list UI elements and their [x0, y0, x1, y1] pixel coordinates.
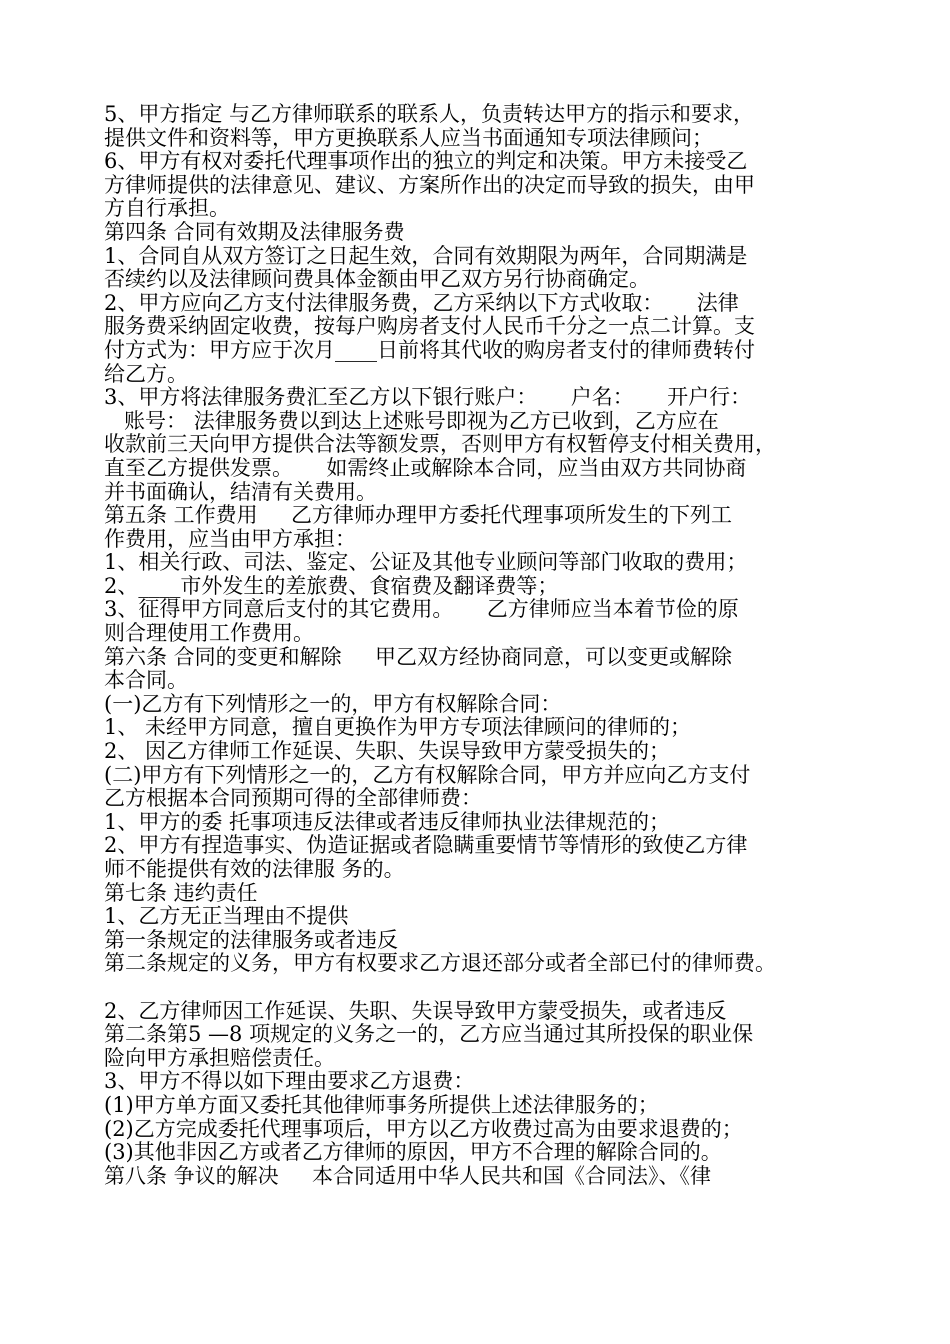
text-line: 1、 未经甲方同意，擅自更换作为甲方专项法律顾问的律师的； — [104, 715, 692, 740]
text-line: 本合同。 — [104, 668, 188, 693]
text-line: 1、乙方无正当理由不提供 — [104, 904, 349, 929]
text-line: 否续约以及法律顾问费具体金额由甲乙双方另行协商确定。 — [104, 267, 650, 292]
text-line: 险向甲方承担赔偿责任。 — [104, 1045, 335, 1070]
text-line: 第六条 合同的变更和解除 甲乙双方经协商同意，可以变更或解除 — [104, 644, 733, 669]
text-line: 第五条 工作费用 乙方律师办理甲方委托代理事项所发生的下列工 — [104, 503, 733, 528]
text-line: 提供文件和资料等，甲方更换联系人应当书面通知专项法律顾问； — [104, 125, 713, 150]
text-line: 3、甲方将法律服务费汇至乙方以下银行账户： 户名： 开户行： — [104, 385, 752, 410]
text-line: 师不能提供有效的法律服 务的。 — [104, 857, 405, 881]
text-line: 付方式为：甲方应于次月____日前将其代收的购房者支付的律师费转付 — [104, 337, 755, 362]
text-line: 则合理使用工作费用。 — [104, 621, 314, 646]
text-line: 2、 因乙方律师工作延误、失职、失误导致甲方蒙受损失的； — [104, 739, 671, 764]
text-line: 1、甲方的委 托事项违反法律或者违反律师执业法律规范的； — [104, 809, 671, 834]
contract-text-body — [104, 103, 884, 1188]
text-line: 3、征得甲方同意后支付的其它费用。 乙方律师应当本着节俭的原 — [104, 597, 739, 622]
text-line: 1、合同自从双方签订之日起生效，合同有效期限为两年，合同期满是 — [104, 243, 748, 268]
text-line: 2、甲方有捏造事实、伪造证据或者隐瞒重要情节等情形的致使乙方律 — [104, 833, 748, 858]
text-line: 第八条 争议的解决 本合同适用中华人民共和国《合同法》、《律 — [104, 1163, 712, 1188]
text-line: 2、____市外发生的差旅费、食宿费及翻译费等； — [104, 573, 559, 598]
text-line: (一)乙方有下列情形之一的，甲方有权解除合同： — [104, 691, 562, 716]
text-line: 第二条规定的义务，甲方有权要求乙方退还部分或者全部已付的律师费。 — [104, 951, 776, 976]
text-line: 6、甲方有权对委托代理事项作出的独立的判定和决策。甲方未接受乙 — [104, 149, 748, 174]
text-line: 并书面确认，结清有关费用。 — [104, 479, 377, 504]
text-line — [104, 976, 884, 1000]
text-line: 账号： 法律服务费以到达上述账号即视为乙方已收到，乙方应在 — [104, 408, 719, 433]
text-line: 方律师提供的法律意见、建议、方案所作出的决定而导致的损失，由甲 — [104, 172, 755, 197]
text-line: 2、甲方应向乙方支付法律服务费，乙方采纳以下方式收取： 法律 — [104, 290, 739, 315]
text-line: 第二条第5 —8 项规定的义务之一的，乙方应当通过其所投保的职业保 — [104, 1022, 754, 1047]
text-line: (2)乙方完成委托代理事项后，甲方以乙方收费过高为由要求退费的； — [104, 1116, 743, 1141]
text-line: 第一条规定的法律服务或者违反 — [104, 927, 398, 952]
text-line: 方自行承担。 — [104, 196, 230, 221]
text-line: 3、甲方不得以如下理由要求乙方退费： — [104, 1069, 475, 1094]
text-line: (1)甲方单方面又委托其他律师事务所提供上述法律服务的； — [104, 1092, 659, 1117]
text-line: 2、乙方律师因工作延误、失职、失误导致甲方蒙受损失，或者违反 — [104, 998, 727, 1023]
text-line: 作费用，应当由甲方承担： — [104, 526, 356, 551]
text-line: 收款前三天向甲方提供合法等额发票，否则甲方有权暂停支付相关费用， — [104, 432, 776, 457]
text-line: 第四条 合同有效期及法律服务费 — [104, 219, 405, 244]
text-line: 第七条 违约责任 — [104, 880, 258, 905]
text-line: 直至乙方提供发票。 如需终止或解除本合同，应当由双方共同协商 — [104, 455, 747, 480]
text-line: 服务费采纳固定收费，按每户购房者支付人民币千分之一点二计算。支 — [104, 314, 755, 339]
text-line: 给乙方。 — [104, 361, 188, 386]
text-line: 5、甲方指定 与乙方律师联系的联系人，负责转达甲方的指示和要求， — [104, 102, 755, 126]
text-line: (3)其他非因乙方或者乙方律师的原因，甲方不合理的解除合同的。 — [104, 1140, 722, 1165]
text-line: 1、相关行政、司法、鉴定、公证及其他专业顾问等部门收取的费用； — [104, 550, 748, 575]
text-line: 乙方根据本合同预期可得的全部律师费： — [104, 786, 482, 811]
text-line: (二)甲方有下列情形之一的，乙方有权解除合同，甲方并应向乙方支付 — [104, 762, 751, 787]
